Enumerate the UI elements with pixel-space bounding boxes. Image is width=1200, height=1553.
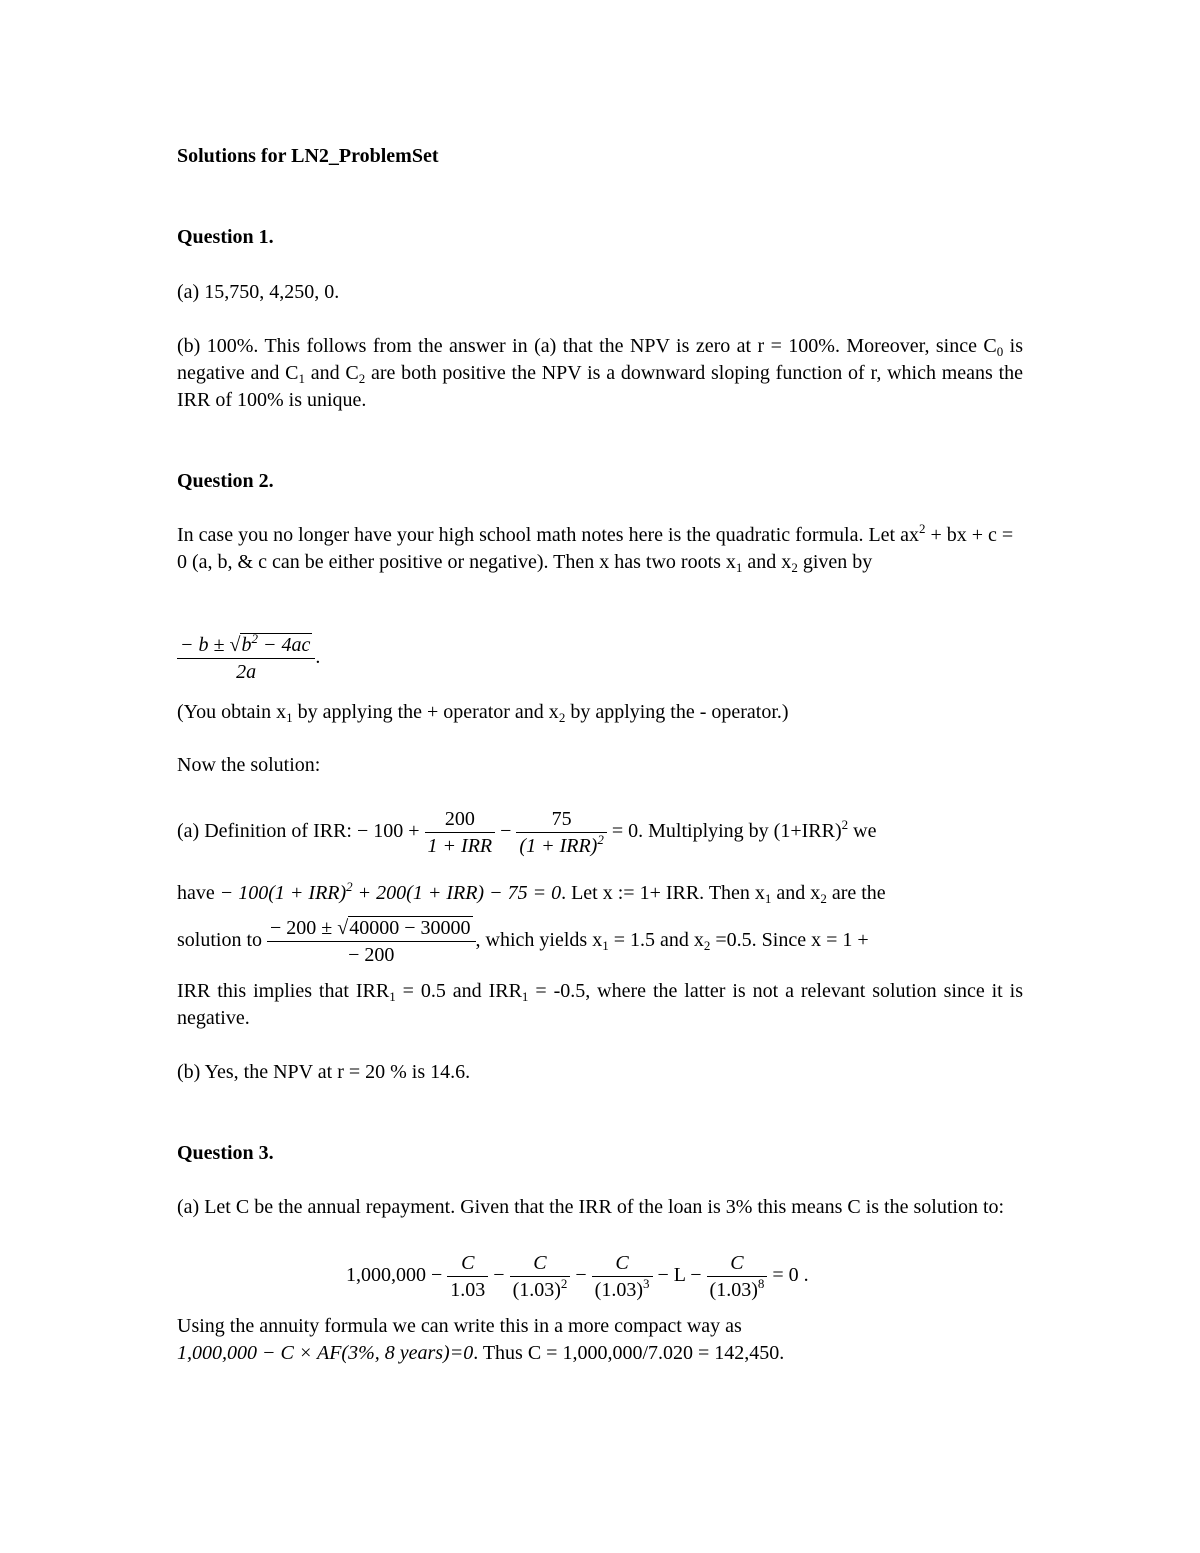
q3-answer-a: (a) Let C be the annual repayment. Given that the IRR of the loan is 3% this means C is the solution to:	[177, 1196, 1005, 1218]
q2-roots-line: solution to $\frac{- 200 \pm √40000 - 30000}{- 200}$ , which yields $x_1 = 1.5$ and $x_2 =0.5$. Since x = 1 +	[177, 917, 869, 966]
q2-answer-b: (b) Yes, the NPV at r = 20 % is 14.6.	[177, 1061, 471, 1083]
q2-root-note: (You obtain $x_1$ by applying the + operator and $x_2$ by applying the - operator.)	[177, 701, 789, 725]
question-3-heading: Question 3.	[177, 1142, 274, 1164]
q2-irr-conclusion: IRR this implies that $IRR_1 = 0.5$ and $IRR_1 = -0.5$, where the latter is not a relevant solution since it is negative.	[177, 980, 1024, 1029]
question-1-heading: Question 1.	[177, 226, 274, 248]
q3-annuity-text: Using the annuity formula we can write this in a more compact way as	[177, 1315, 742, 1337]
q2-substitution-line: have − 100(1 + IRR)$^2$ + 200(1 + IRR) − 75 = 0. Let x := 1+ IRR. Then $x_1$ and $x_2$ are the	[177, 879, 886, 906]
q2-now-solution: Now the solution:	[177, 754, 321, 776]
q1-answer-b: (b) 100%. This follows from the answer in (a) that the NPV is zero at r = 100%. Moreover, since $C_0$ is negative and $C_1$ and $C_2$ are both positive the NPV is a downward sloping function of r, which means the IRR of 100% is unique.	[177, 335, 1023, 411]
q2-intro: In case you no longer have your high school math notes here is the quadratic formula. Let $ax^2$ + bx + c = 0 (a, b, & c can be either positive or negative). Then x has two roots $x_1$ and $x_2$ given by	[177, 521, 1014, 575]
question-2-heading: Question 2.	[177, 470, 274, 492]
document-title: Solutions for LN2_ProblemSet	[177, 145, 439, 167]
quadratic-formula: $\frac{- b \pm √b^2 - 4ac}{2a}$ .	[177, 632, 320, 685]
q1-answer-a: (a) 15,750, 4,250, 0.	[177, 281, 340, 303]
q3-annuity-result: 1,000,000 − C × AF(3%, 8 years)=0. Thus C = 1,000,000/7.020 = 142,450.	[177, 1342, 785, 1364]
q2-irr-definition: (a) Definition of IRR: − 100 + 200 1 + IRR − 75 (1 + IRR)$^2$ = 0. Multiplying by $(1+IRR)^2$ we	[177, 808, 877, 857]
q3-loan-equation: 1,000,000 − $\frac{C}{1.03}$ − $\frac{C}{(1.03)^2}$ − $\frac{C}{(1.03)^3}$ − L − $\frac{C}{(1.03)^8}$ = 0 .	[346, 1252, 809, 1301]
